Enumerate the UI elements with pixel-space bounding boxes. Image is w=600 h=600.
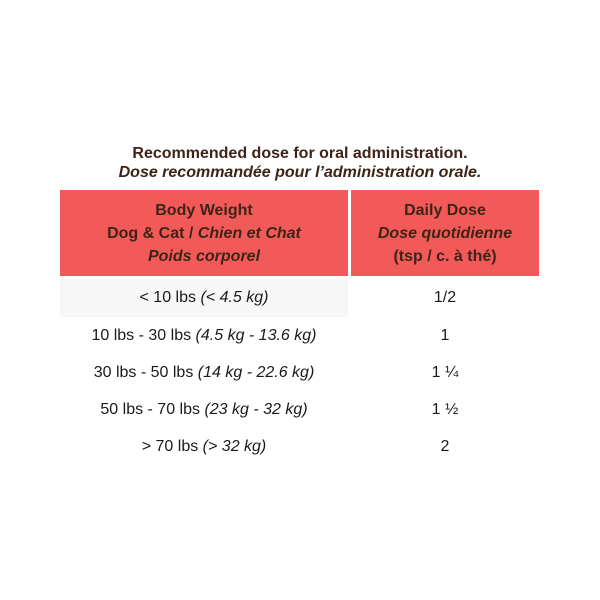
header-chien-chat: Chien et Chat bbox=[197, 224, 301, 242]
header-body-weight bbox=[60, 190, 348, 276]
row-dose: 2 bbox=[440, 437, 450, 455]
row-weight bbox=[60, 438, 348, 456]
header-daily-dose bbox=[351, 190, 539, 276]
row-dose: 1 ½ bbox=[431, 400, 459, 418]
header-body-weight-line1: Body Weight bbox=[155, 201, 253, 219]
row-weight bbox=[60, 289, 348, 307]
table-row bbox=[60, 428, 539, 465]
row-weight-metric: (> 32 kg) bbox=[202, 437, 267, 455]
header-body-weight-line3 bbox=[148, 245, 260, 268]
row-weight-imperial: > 70 lbs bbox=[141, 437, 203, 455]
row-weight-imperial: 10 lbs - 30 lbs bbox=[91, 326, 196, 344]
row-weight bbox=[60, 401, 348, 419]
header-daily-dose-line3: (tsp / c. à thé) bbox=[393, 247, 497, 265]
header-dog-cat: Dog & Cat / bbox=[107, 224, 198, 242]
row-dose: 1 bbox=[440, 326, 450, 344]
header-poids-corporel: Poids corporel bbox=[147, 247, 261, 265]
row-weight-metric: (4.5 kg - 13.6 kg) bbox=[195, 326, 317, 344]
table-row bbox=[60, 391, 539, 428]
title-french: Dose recommandée pour l’administration orale. bbox=[118, 164, 482, 181]
row-weight bbox=[60, 327, 348, 345]
title-english: Recommended dose for oral administration. bbox=[132, 145, 468, 162]
header-daily-dose-line1: Daily Dose bbox=[404, 201, 486, 219]
row-weight-metric: (< 4.5 kg) bbox=[200, 289, 269, 306]
row-weight-imperial: < 10 lbs bbox=[139, 289, 201, 306]
table-header bbox=[60, 190, 539, 276]
dose-table bbox=[60, 190, 539, 465]
row-weight-metric: (14 kg - 22.6 kg) bbox=[197, 363, 315, 381]
header-daily-dose-line2 bbox=[378, 222, 512, 245]
row-weight bbox=[60, 364, 348, 382]
row-weight-imperial: 50 lbs - 70 lbs bbox=[100, 400, 205, 418]
header-body-weight-line2 bbox=[107, 222, 301, 245]
row-weight-imperial: 30 lbs - 50 lbs bbox=[93, 363, 198, 381]
row-dose: 1/2 bbox=[348, 279, 539, 317]
table-row bbox=[60, 317, 539, 354]
table-row bbox=[60, 279, 539, 317]
header-dose-quotidienne: Dose quotidienne bbox=[377, 224, 513, 242]
table-row bbox=[60, 354, 539, 391]
row-dose: 1 ¼ bbox=[431, 363, 459, 381]
dose-title bbox=[0, 144, 600, 182]
row-weight-metric: (23 kg - 32 kg) bbox=[204, 400, 308, 418]
